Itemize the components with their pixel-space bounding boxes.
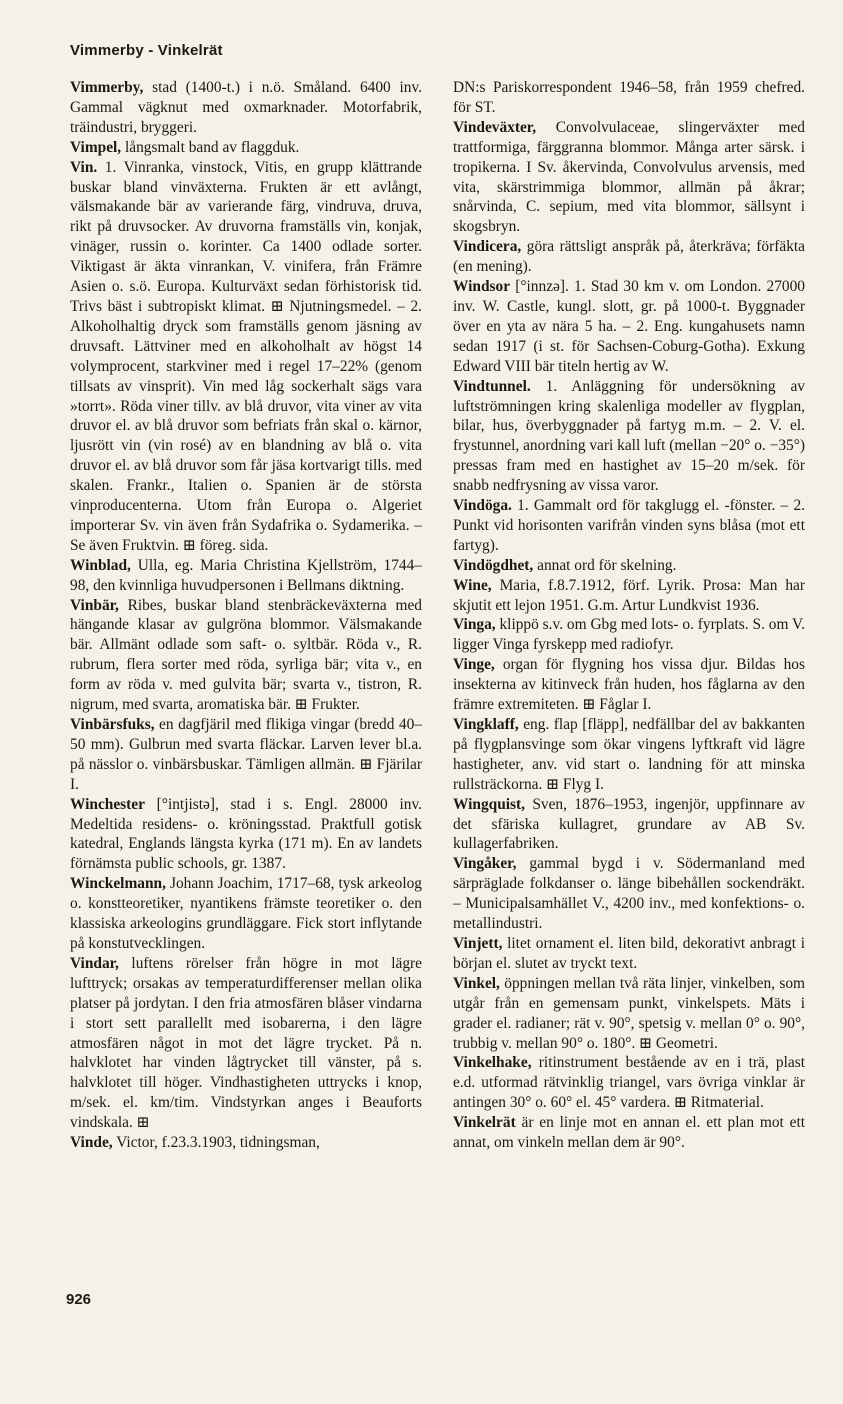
entry-headword: Vimpel, <box>70 138 122 156</box>
entry-vinbar <box>70 596 422 715</box>
entry-vinkelhake <box>453 1053 805 1113</box>
entry-text: en dagfjäril med flikiga vingar (bredd 40–50 mm). Gulbrun med svarta fläckar. Larven lever bl.a. på nässlor o. vinbärsbuskar. Tämligen allmän. ⊞ Fjärilar I. <box>70 716 422 793</box>
entry-headword: Vin. <box>70 158 98 176</box>
entry-text: ritinstrument bestående av en i trä, plast e.d. utformad rätvinklig triangel, vars övriga vinklar är antingen 30° o. 60° el. 45° vardera. ⊞ Ritmaterial. <box>453 1054 805 1112</box>
entry-headword: Vindtunnel. <box>453 377 531 395</box>
entry-vinde-continued <box>453 78 805 118</box>
entry-headword: Vinkelhake, <box>453 1054 532 1072</box>
entry-text: klippö s.v. om Gbg med lots- o. fyrplats. S. om V. ligger Vinga fyrskepp med radiofyr. <box>453 616 805 654</box>
entry-text: annat ord för skelning. <box>533 556 677 574</box>
entry-headword: Vinkel, <box>453 974 500 992</box>
entry-headword: Wingquist, <box>453 795 526 813</box>
right-column <box>453 78 805 1153</box>
entry-vingaker <box>453 854 805 934</box>
entry-vinga <box>453 615 805 655</box>
entry-text: 1. Vinranka, vinstock, Vitis, en grupp klättrande buskar bland vinväxterna. Frukten är ett avlångt, välsmakande bär av varierande färg, vindruva, druva, rikt på druvsocker. Av druvorna framställs vin, konjak, vinäger, russin o. korinter. Ca 1400 odlade sorter. Viktigast är äkta vinrankan, V. vinifera, från Främre Asien o. s.ö. Europa. Kulturväxt sedan förhistorisk tid. Trivs bäst i subtropiskt klimat. ⊞ Njutningsmedel. – 2. Alkoholhaltig dryck som framställs genom jäsning av druvsaft. Lättviner med en alkoholhalt av högst 14 volymprocent, starkviner med i regel 17–22% (genom tillsats av vinsprit). Vin med låg sockerhalt sägs vara »torrt». Röda viner tillv. av blå druvor, vita viner av vita druvor el. av blå druvor som befriats från skal o. kärnor, ljusrött vin (vin rosé) av en blandning av blå o. vita druvor el. av blå druvor som får jäsa kortvarigt tills. med skalen. Frankr., Italien o. Spanien är de största vinproducenterna. Utom från Europa o. Algeriet importerar Sv. vin även från Sydafrika o. Sydamerika. – Se även Fruktvin. ⊞ föreg. sida. <box>70 158 422 554</box>
entry-vinbarsfuks <box>70 715 422 795</box>
entry-headword: Vindar, <box>70 954 119 972</box>
page-number: 926 <box>66 1291 92 1308</box>
entry-text: 1. Gammalt ord för takglugg el. -fönster. – 2. Punkt vid horisonten varifrån vinden syns blåsa (mot ett fartyg). <box>453 497 805 554</box>
entry-text: Maria, f.8.7.1912, förf. Lyrik. Prosa: Man har skjutit ett lejon 1951. G.m. Artur Lundkvist 1936. <box>453 576 805 614</box>
running-header: Vimmerby - Vinkelrät <box>70 42 223 59</box>
entry-vinkel <box>453 974 805 1054</box>
entry-headword: Vingåker, <box>453 855 517 873</box>
entry-winchester <box>70 795 422 875</box>
entry-text: öppningen mellan två räta linjer, vinkelben, som utgår från en gemensam punkt, vinkelspets. Mäts i grader el. radianer; rät v. 90°, spetsig v. mellan 0° o. 90°, trubbig v. mellan 90° o. 180°. ⊞ Geometri. <box>453 974 805 1052</box>
entry-winblad <box>70 556 422 596</box>
entry-winckelmann <box>70 874 422 954</box>
entry-headword: Vinbär, <box>70 596 119 614</box>
entry-headword: Vindöga. <box>453 497 512 515</box>
entry-vimpel <box>70 138 422 158</box>
entry-text: Ribes, buskar bland stenbräckeväxterna med hängande klasar av gulgröna blommor. Välsmakande bär. Allmänt odlade som saft- o. syltbär. Röda v., R. rubrum, flera sorter med röda, syrliga bär; vita v., en form av röda v. med gulvita bär; svarta v., tistron, R. nigrum, med svarta, aromatiska bär. ⊞ Frukter. <box>70 596 422 714</box>
entry-vinjett <box>453 934 805 974</box>
entry-headword: Vingklaff, <box>453 716 519 733</box>
entry-headword: Vindeväxter, <box>453 118 537 136</box>
entry-headword: Vinbärsfuks, <box>70 716 155 733</box>
entry-headword: Vinge, <box>453 656 495 674</box>
entry-text: långsmalt band av flaggduk. <box>121 138 300 156</box>
entry-vindar <box>70 954 422 1133</box>
entry-text: Sven, 1876–1953, ingenjör, uppfinnare av det sfäriska kullagret, grundare av AB Sv. kullagerfabriken. <box>453 795 805 853</box>
entry-text: luftens rörelser från högre in mot lägre lufttryck; orsakas av temperaturdifferenser mellan olika platser på jordytan. I den fria atmosfären blåser vindarna i stort sett parallellt med isobarerna, i den lägre atmosfären något in mot det lägre trycket. På n. halvklotet har vinden lågtrycket till vänster, på s. halvklotet till höger. Vindhastigheten uttrycks i knop, m/sek. el. km/tim. Vindstyrkan anges i Beauforts vindskala. ⊞ <box>70 954 422 1132</box>
entry-vimmerby <box>70 78 422 138</box>
entry-vindtunnel <box>453 377 805 496</box>
entry-headword: Vinkelrät <box>453 1114 516 1132</box>
entry-text: göra rättsligt anspråk på, återkräva; förfäkta (en mening). <box>453 238 805 276</box>
entry-vinge <box>453 655 805 715</box>
entry-vindicera <box>453 237 805 277</box>
entry-wine <box>453 576 805 616</box>
left-column <box>70 78 422 1153</box>
entry-text: är en linje mot en annan el. ett plan mot ett annat, om vinkeln mellan dem är 90°. <box>453 1114 805 1152</box>
entry-text: 1. Anläggning för undersökning av luftströmningen kring skalenliga modeller av flygplan, bilar, hus, överbyggnader på fartyg m.m. – 2. V. el. frystunnel, anordning vari kall luft (mellan −20° o. −35°) pressas fram med en hastighet av 15–20 m/sek. för snabb nedfrysning av vissa varor. <box>453 377 805 495</box>
entry-text: stad (1400-t.) i n.ö. Småland. 6400 inv. Gammal vägknut med oxmarknader. Motorfabrik, träindustri, bryggeri. <box>70 79 422 136</box>
entry-headword: Winblad, <box>70 556 131 574</box>
entry-wingquist <box>453 795 805 855</box>
entry-text: [°intjistə], stad i s. Engl. 28000 inv. Medeltida residens- o. kröningsstad. Praktfull gotisk katedral, Englands längsta kyrka (171 m). En av landets förnämsta public schools, gr. 1387. <box>70 795 422 873</box>
entry-headword: Vinjett, <box>453 934 503 952</box>
entry-headword: Winchester <box>70 795 145 813</box>
entry-headword: Vinde, <box>70 1134 113 1152</box>
entry-text: litet ornament el. liten bild, dekorativt anbragt i början el. slutet av tryckt text. <box>453 934 805 972</box>
entry-text: Johann Joachim, 1717–68, tysk arkeolog o. konstteoretiker, nyantikens främste teoretiker o. den klassiska arkeologins grundläggare. Fick stort inflytande på konstutvecklingen. <box>70 875 422 952</box>
entry-headword: Vimmerby, <box>70 79 144 96</box>
entry-vin <box>70 158 422 556</box>
entry-text: Victor, f.23.3.1903, tidningsman, <box>112 1134 320 1152</box>
entry-vingklaff <box>453 715 805 795</box>
entry-vinkelrat <box>453 1113 805 1153</box>
entry-headword: Wine, <box>453 576 492 594</box>
entry-headword: Windsor <box>453 278 511 296</box>
entry-windsor <box>453 277 805 377</box>
entry-headword: Vindögdhet, <box>453 556 534 574</box>
entry-headword: Vindicera, <box>453 238 522 256</box>
entry-text: DN:s Pariskorrespondent 1946–58, från 1959 chefred. för ST. <box>453 79 805 116</box>
entry-text: gammal bygd i v. Södermanland med särpräglade folkdanser o. länge bibehållen sockendräkt. – Municipalsamhället V., 4200 inv., med konfektions- o. metallindustri. <box>453 855 805 933</box>
entry-headword: Winckelmann, <box>70 875 166 893</box>
entry-text: [°innzə]. 1. Stad 30 km v. om London. 27000 inv. W. Castle, kungl. slott, gr. på 1000-t. Byggnader över en yta av nära 5 ha. – 2. Eng. kungahusets namn sedan 1917 (i st. för Sachsen-Coburg-Gotha). Exkung Edward VIII bär titeln hertig av W. <box>453 278 805 375</box>
entry-text: organ för flygning hos vissa djur. Bildas hos insekterna av kitinveck från huden, hos fåglarna av den främre extremiteten. ⊞ Fåglar I. <box>453 656 805 714</box>
entry-text: Ulla, eg. Maria Christina Kjellström, 1744–98, den kvinnliga huvudpersonen i Bellmans diktning. <box>70 556 422 594</box>
entry-headword: Vinga, <box>453 616 496 634</box>
entry-vindevaxter <box>453 118 805 237</box>
entry-text: Convolvulaceae, slingerväxter med trattformiga, färggranna blommor. Många arter särsk. i tropikerna. I Sv. åkervinda, Convolvulus arvensis, med vita, skärstrimmiga blommor, allmän på åkrar; snårvinda, C. sepium, med vita blommor, sällsynt i skogsbryn. <box>453 118 805 236</box>
entry-vinde <box>70 1133 422 1153</box>
entry-vindoga <box>453 496 805 556</box>
entry-text: eng. flap [fläpp], nedfällbar del av bakkanten på flygplansvinge som ökar vingens lyftkraft vid lägre hastigheter, anv. vid start o. landning för att minska rullsträckorna. ⊞ Flyg I. <box>453 716 805 793</box>
entry-vindogdhet <box>453 556 805 576</box>
